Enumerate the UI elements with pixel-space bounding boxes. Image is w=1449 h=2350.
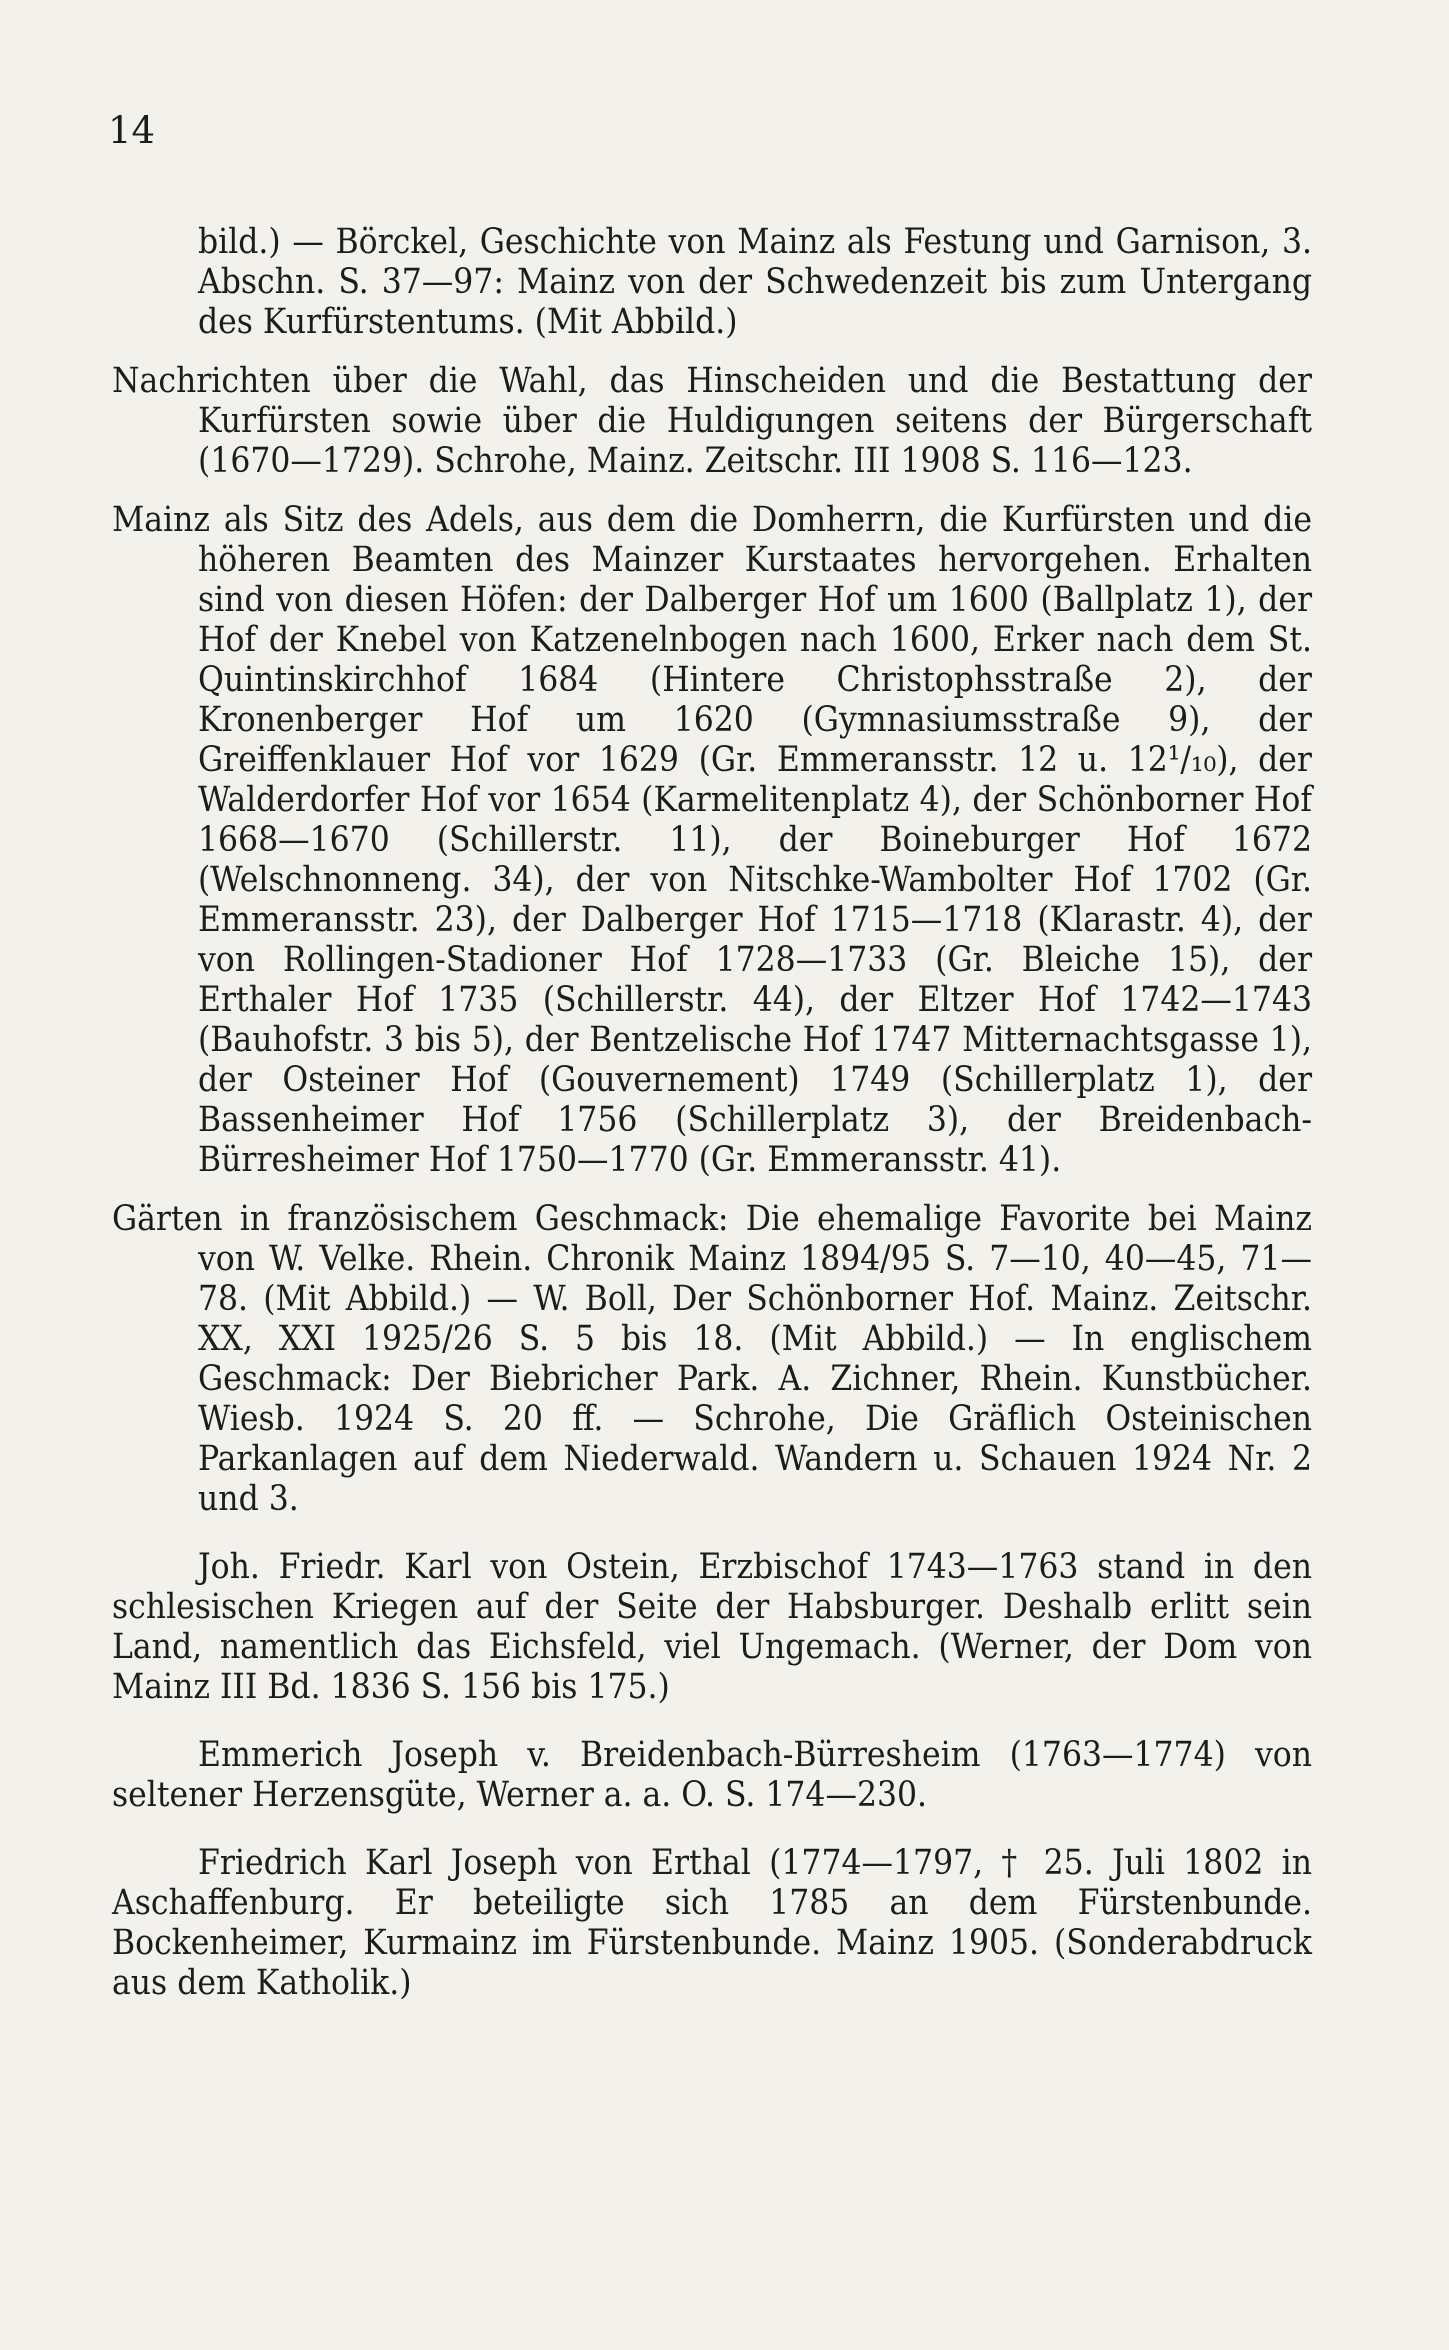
paragraph-breidenbach: Emmerich Joseph v. Breidenbach-Bürresheim (1763—1774) von seltener Herzensgüte, Werner a. a. O. S. 174—230.	[112, 1735, 1312, 1815]
bibliography-entry-boerckel: bild.) — Börckel, Geschichte von Mainz als Festung und Garnison, 3. Abschn. S. 37—97: Mainz von der Schwedenzeit bis zum Untergang des Kurfürstentums. (Mit Abbild.)	[198, 222, 1312, 342]
page-number: 14	[108, 109, 156, 152]
bibliography-entry-nachrichten: Nachrichten über die Wahl, das Hinscheiden und die Bestattung der Kurfürsten sowie über die Huldigungen seitens der Bürgerschaft (1670—1729). Schrohe, Mainz. Zeitschr. III 1908 S. 116—123.	[112, 361, 1312, 481]
bibliography-entry-gaerten: Gärten in französischem Geschmack: Die ehemalige Favorite bei Mainz von W. Velke. Rhein. Chronik Mainz 1894/95 S. 7—10, 40—45, 71—78. (Mit Abbild.) — W. Boll, Der Schönborner Hof. Mainz. Zeitschr. XX, XXI 1925/26 S. 5 bis 18. (Mit Abbild.) — In englischem Geschmack: Der Biebricher Park. A. Zichner, Rhein. Kunstbücher. Wiesb. 1924 S. 20 ff. — Schrohe, Die Gräflich Osteinischen Parkanlagen auf dem Niederwald. Wandern u. Schauen 1924 Nr. 2 und 3.	[112, 1199, 1312, 1519]
paragraph-ostein: Joh. Friedr. Karl von Ostein, Erzbischof 1743—1763 stand in den schlesischen Kriegen auf der Seite der Habsburger. Deshalb erlitt sein Land, namentlich das Eichsfeld, viel Ungemach. (Werner, der Dom von Mainz III Bd. 1836 S. 156 bis 175.)	[112, 1547, 1312, 1707]
paragraph-erthal: Friedrich Karl Joseph von Erthal (1774—1797, † 25. Juli 1802 in Aschaffenburg. Er beteiligte sich 1785 an dem Fürstenbunde. Bockenheimer, Kurmainz im Fürstenbunde. Mainz 1905. (Sonderabdruck aus dem Katholik.)	[112, 1843, 1312, 2003]
page-body	[112, 222, 1312, 2022]
bibliography-entry-mainz-adel: Mainz als Sitz des Adels, aus dem die Domherrn, die Kurfürsten und die höheren Beamten des Mainzer Kurstaates hervorgehen. Erhalten sind von diesen Höfen: der Dalberger Hof um 1600 (Ballplatz 1), der Hof der Knebel von Katzenelnbogen nach 1600, Erker nach dem St. Quintinskirchhof 1684 (Hintere Christophsstraße 2), der Kronenberger Hof um 1620 (Gymnasiumsstraße 9), der Greiffenklauer Hof vor 1629 (Gr. Emmeransstr. 12 u. 12¹/₁₀), der Walderdorfer Hof vor 1654 (Karmelitenplatz 4), der Schönborner Hof 1668—1670 (Schillerstr. 11), der Boineburger Hof 1672 (Welschnonneng. 34), der von Nitschke-Wambolter Hof 1702 (Gr. Emmeransstr. 23), der Dalberger Hof 1715—1718 (Klarastr. 4), der von Rollingen-Stadioner Hof 1728—1733 (Gr. Bleiche 15), der Erthaler Hof 1735 (Schillerstr. 44), der Eltzer Hof 1742—1743 (Bauhofstr. 3 bis 5), der Bentzelische Hof 1747 Mitternachtsgasse 1), der Osteiner Hof (Gouvernement) 1749 (Schillerplatz 1), der Bassenheimer Hof 1756 (Schillerplatz 3), der Breidenbach-Bürresheimer Hof 1750—1770 (Gr. Emmeransstr. 41).	[112, 500, 1312, 1180]
